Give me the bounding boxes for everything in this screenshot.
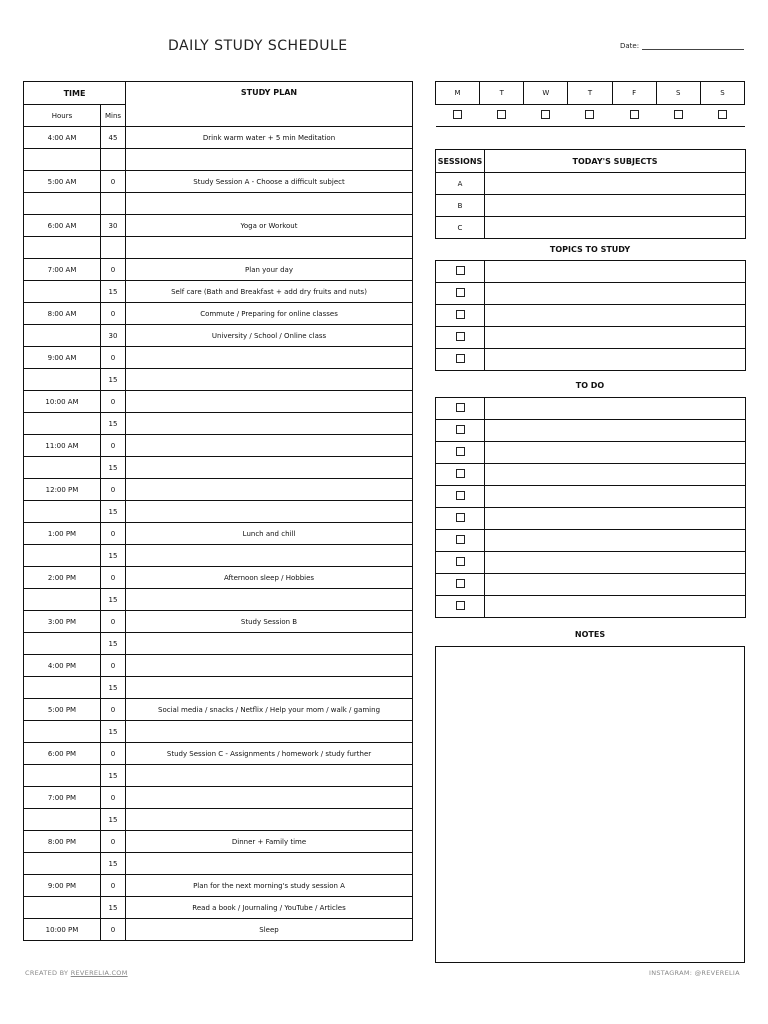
hour-cell: 11:00 AM [24,435,101,457]
schedule-row [24,655,413,677]
hour-cell [24,853,101,875]
todo-row [436,420,746,442]
mins-cell: 15 [101,281,126,303]
mins-cell: 30 [101,215,126,237]
mins-cell [101,237,126,259]
hour-cell: 4:00 PM [24,655,101,677]
schedule-row [24,347,413,369]
weekday-checkbox[interactable] [524,105,568,127]
checkbox-icon[interactable] [497,110,506,119]
schedule-row [24,765,413,787]
notes-area[interactable] [435,646,745,963]
todo-row [436,596,746,618]
plan-cell[interactable]: Plan for the next morning's study session A [126,875,413,897]
mins-cell: 15 [101,589,126,611]
subject-cell[interactable] [485,173,746,195]
hour-cell: 6:00 PM [24,743,101,765]
mins-cell: 15 [101,413,126,435]
plan-cell[interactable]: Afternoon sleep / Hobbies [126,567,413,589]
todo-checkbox[interactable] [436,508,485,530]
study-plan-header: STUDY PLAN [126,82,413,127]
schedule-row [24,809,413,831]
plan-cell[interactable]: Study Session C - Assignments / homework / study further [126,743,413,765]
topic-row [436,283,746,305]
plan-cell[interactable] [126,809,413,831]
topic-cell[interactable] [485,283,746,305]
date-line[interactable] [642,43,744,50]
plan-cell[interactable] [126,589,413,611]
footer-instagram: INSTAGRAM: @REVERELIA [649,969,740,977]
todo-checkbox[interactable] [436,420,485,442]
schedule-row [24,413,413,435]
todo-cell[interactable] [485,530,746,552]
hour-cell [24,149,101,171]
todo-checkbox[interactable] [436,398,485,420]
schedule-table [23,81,413,941]
hour-cell [24,765,101,787]
weekday-label-row [436,82,745,105]
weekday-label: F [612,82,656,105]
hour-cell [24,809,101,831]
topic-cell[interactable] [485,349,746,371]
hour-cell: 1:00 PM [24,523,101,545]
weekday-checkbox[interactable] [612,105,656,127]
weekday-table [435,81,745,127]
session-row [436,217,746,239]
mins-cell: 0 [101,171,126,193]
mins-cell: 15 [101,677,126,699]
schedule-row [24,743,413,765]
schedule-row [24,523,413,545]
mins-cell: 15 [101,457,126,479]
hour-cell [24,413,101,435]
checkbox-icon[interactable] [456,310,465,319]
mins-cell: 15 [101,633,126,655]
notes-header: NOTES [574,630,606,639]
checkbox-icon[interactable] [456,535,465,544]
plan-cell[interactable]: Study Session B [126,611,413,633]
topic-cell[interactable] [485,261,746,283]
weekday-label: S [656,82,700,105]
topic-checkbox[interactable] [436,349,485,371]
hour-cell [24,281,101,303]
plan-cell[interactable] [126,237,413,259]
todo-checkbox[interactable] [436,442,485,464]
schedule-row [24,127,413,149]
session-label: A [436,173,485,195]
mins-cell: 30 [101,325,126,347]
plan-cell[interactable] [126,369,413,391]
plan-cell[interactable]: Social media / snacks / Netflix / Help your mom / walk / gaming [126,699,413,721]
hour-cell [24,457,101,479]
hour-cell [24,545,101,567]
todo-row [436,442,746,464]
todo-cell[interactable] [485,596,746,618]
schedule-row [24,479,413,501]
mins-cell: 15 [101,369,126,391]
checkbox-icon[interactable] [718,110,727,119]
checkbox-icon[interactable] [456,288,465,297]
hour-cell [24,589,101,611]
plan-cell[interactable] [126,721,413,743]
date-field[interactable] [620,42,744,50]
topic-row [436,327,746,349]
topic-checkbox[interactable] [436,283,485,305]
hour-cell [24,501,101,523]
checkbox-icon[interactable] [674,110,683,119]
hour-cell: 5:00 AM [24,171,101,193]
topic-checkbox[interactable] [436,327,485,349]
mins-header: Mins [101,105,126,127]
plan-cell[interactable]: University / School / Online class [126,325,413,347]
todo-row [436,464,746,486]
mins-cell: 0 [101,347,126,369]
todo-cell[interactable] [485,398,746,420]
weekday-checkbox[interactable] [656,105,700,127]
plan-cell[interactable]: Plan your day [126,259,413,281]
checkbox-icon[interactable] [456,469,465,478]
plan-cell[interactable]: Commute / Preparing for online classes [126,303,413,325]
plan-cell[interactable]: Yoga or Workout [126,215,413,237]
weekday-label: T [568,82,612,105]
topic-row [436,261,746,283]
schedule-row [24,567,413,589]
checkbox-icon[interactable] [541,110,550,119]
todo-cell[interactable] [485,420,746,442]
subjects-header: TODAY'S SUBJECTS [485,150,746,173]
schedule-row [24,171,413,193]
todo-row [436,486,746,508]
subject-cell[interactable] [485,195,746,217]
schedule-row [24,215,413,237]
plan-cell[interactable]: Drink warm water + 5 min Meditation [126,127,413,149]
weekday-checkbox[interactable] [436,105,480,127]
plan-cell[interactable]: Self care (Bath and Breakfast + add dry fruits and nuts) [126,281,413,303]
hour-cell: 10:00 AM [24,391,101,413]
schedule-row [24,721,413,743]
schedule-row [24,633,413,655]
hour-cell: 2:00 PM [24,567,101,589]
plan-cell[interactable] [126,853,413,875]
schedule-row [24,831,413,853]
checkbox-icon[interactable] [456,601,465,610]
weekday-label: W [524,82,568,105]
plan-cell[interactable] [126,413,413,435]
hour-cell: 8:00 AM [24,303,101,325]
footer-credit [25,969,128,977]
schedule-row [24,919,413,941]
todo-cell[interactable] [485,486,746,508]
schedule-row [24,259,413,281]
plan-cell[interactable] [126,391,413,413]
sessions-header: SESSIONS [436,150,485,173]
weekday-label: M [436,82,480,105]
todo-row [436,508,746,530]
hour-cell [24,193,101,215]
checkbox-icon[interactable] [456,266,465,275]
mins-cell: 15 [101,765,126,787]
todo-row [436,398,746,420]
topic-checkbox[interactable] [436,261,485,283]
mins-cell: 0 [101,391,126,413]
hour-cell: 6:00 AM [24,215,101,237]
checkbox-icon[interactable] [585,110,594,119]
weekday-label: S [700,82,744,105]
checkbox-icon[interactable] [453,110,462,119]
mins-cell: 0 [101,611,126,633]
hour-cell: 10:00 PM [24,919,101,941]
checkbox-icon[interactable] [456,425,465,434]
schedule-row [24,897,413,919]
schedule-row [24,281,413,303]
mins-cell: 15 [101,545,126,567]
plan-cell[interactable] [126,193,413,215]
topic-cell[interactable] [485,305,746,327]
hours-header: Hours [24,105,101,127]
mins-cell: 15 [101,897,126,919]
schedule-row [24,149,413,171]
mins-cell: 0 [101,655,126,677]
checkbox-icon[interactable] [456,491,465,500]
schedule-row [24,677,413,699]
checkbox-icon[interactable] [456,579,465,588]
hour-cell: 8:00 PM [24,831,101,853]
schedule-row [24,391,413,413]
mins-cell: 15 [101,721,126,743]
mins-cell: 0 [101,875,126,897]
todo-checkbox[interactable] [436,552,485,574]
weekday-checkbox[interactable] [480,105,524,127]
schedule-row [24,699,413,721]
mins-cell: 0 [101,523,126,545]
schedule-row [24,457,413,479]
mins-cell: 0 [101,567,126,589]
todo-cell[interactable] [485,464,746,486]
hour-cell: 9:00 PM [24,875,101,897]
mins-cell: 0 [101,435,126,457]
todo-cell[interactable] [485,574,746,596]
topic-row [436,305,746,327]
hour-cell [24,237,101,259]
mins-cell: 0 [101,699,126,721]
weekday-check-row [436,105,745,127]
todo-cell[interactable] [485,552,746,574]
schedule-row [24,875,413,897]
session-label: C [436,217,485,239]
mins-cell: 0 [101,919,126,941]
schedule-row [24,325,413,347]
hour-cell [24,897,101,919]
todo-checkbox[interactable] [436,464,485,486]
hour-cell: 7:00 AM [24,259,101,281]
schedule-row [24,545,413,567]
mins-cell: 45 [101,127,126,149]
checkbox-icon[interactable] [456,513,465,522]
schedule-row [24,193,413,215]
subjects-table [435,149,746,239]
weekday-checkbox[interactable] [568,105,612,127]
plan-cell[interactable] [126,765,413,787]
plan-cell[interactable] [126,501,413,523]
todo-checkbox[interactable] [436,596,485,618]
todo-header: TO DO [575,381,605,390]
checkbox-icon[interactable] [456,447,465,456]
mins-cell: 15 [101,809,126,831]
todo-row [436,574,746,596]
plan-cell[interactable] [126,479,413,501]
plan-cell[interactable]: Read a book / Journaling / YouTube / Articles [126,897,413,919]
checkbox-icon[interactable] [456,403,465,412]
mins-cell: 0 [101,303,126,325]
plan-cell[interactable] [126,787,413,809]
mins-cell: 0 [101,831,126,853]
date-label: Date: [620,42,640,50]
hour-cell [24,677,101,699]
mins-cell: 0 [101,743,126,765]
schedule-row [24,501,413,523]
hour-cell [24,325,101,347]
todo-cell[interactable] [485,442,746,464]
todo-checkbox[interactable] [436,530,485,552]
todo-checkbox[interactable] [436,486,485,508]
hour-cell: 3:00 PM [24,611,101,633]
plan-cell[interactable] [126,149,413,171]
todo-row [436,530,746,552]
weekday-label: T [480,82,524,105]
schedule-row [24,853,413,875]
topic-row [436,349,746,371]
hour-cell [24,369,101,391]
topic-cell[interactable] [485,327,746,349]
plan-cell[interactable] [126,435,413,457]
schedule-row [24,369,413,391]
topics-table [435,260,746,371]
hour-cell [24,721,101,743]
plan-cell[interactable]: Sleep [126,919,413,941]
session-label: B [436,195,485,217]
checkbox-icon[interactable] [630,110,639,119]
schedule-row [24,237,413,259]
checkbox-icon[interactable] [456,354,465,363]
mins-cell [101,193,126,215]
plan-cell[interactable]: Dinner + Family time [126,831,413,853]
schedule-row [24,435,413,457]
weekday-checkbox[interactable] [700,105,744,127]
mins-cell: 15 [101,853,126,875]
topics-header: TOPICS TO STUDY [549,245,631,254]
mins-cell: 0 [101,479,126,501]
todo-table [435,397,746,618]
plan-cell[interactable] [126,655,413,677]
session-row [436,173,746,195]
footer-credit-link[interactable]: REVERELIA.COM [70,969,128,977]
plan-cell[interactable] [126,633,413,655]
plan-cell[interactable]: Study Session A - Choose a difficult subject [126,171,413,193]
hour-cell: 9:00 AM [24,347,101,369]
mins-cell: 0 [101,787,126,809]
subject-cell[interactable] [485,217,746,239]
time-header: TIME [24,82,126,105]
schedule-row [24,787,413,809]
mins-cell: 15 [101,501,126,523]
plan-cell[interactable] [126,545,413,567]
plan-cell[interactable] [126,347,413,369]
plan-cell[interactable]: Lunch and chill [126,523,413,545]
session-row [436,195,746,217]
schedule-row [24,589,413,611]
hour-cell: 5:00 PM [24,699,101,721]
hour-cell [24,633,101,655]
topic-checkbox[interactable] [436,305,485,327]
hour-cell: 12:00 PM [24,479,101,501]
footer-credit-prefix: CREATED BY [25,969,71,977]
plan-cell[interactable] [126,457,413,479]
checkbox-icon[interactable] [456,557,465,566]
todo-checkbox[interactable] [436,574,485,596]
hour-cell: 4:00 AM [24,127,101,149]
hour-cell: 7:00 PM [24,787,101,809]
mins-cell: 0 [101,259,126,281]
page-title: DAILY STUDY SCHEDULE [168,38,348,54]
mins-cell [101,149,126,171]
checkbox-icon[interactable] [456,332,465,341]
schedule-row [24,611,413,633]
todo-row [436,552,746,574]
todo-cell[interactable] [485,508,746,530]
plan-cell[interactable] [126,677,413,699]
schedule-row [24,303,413,325]
